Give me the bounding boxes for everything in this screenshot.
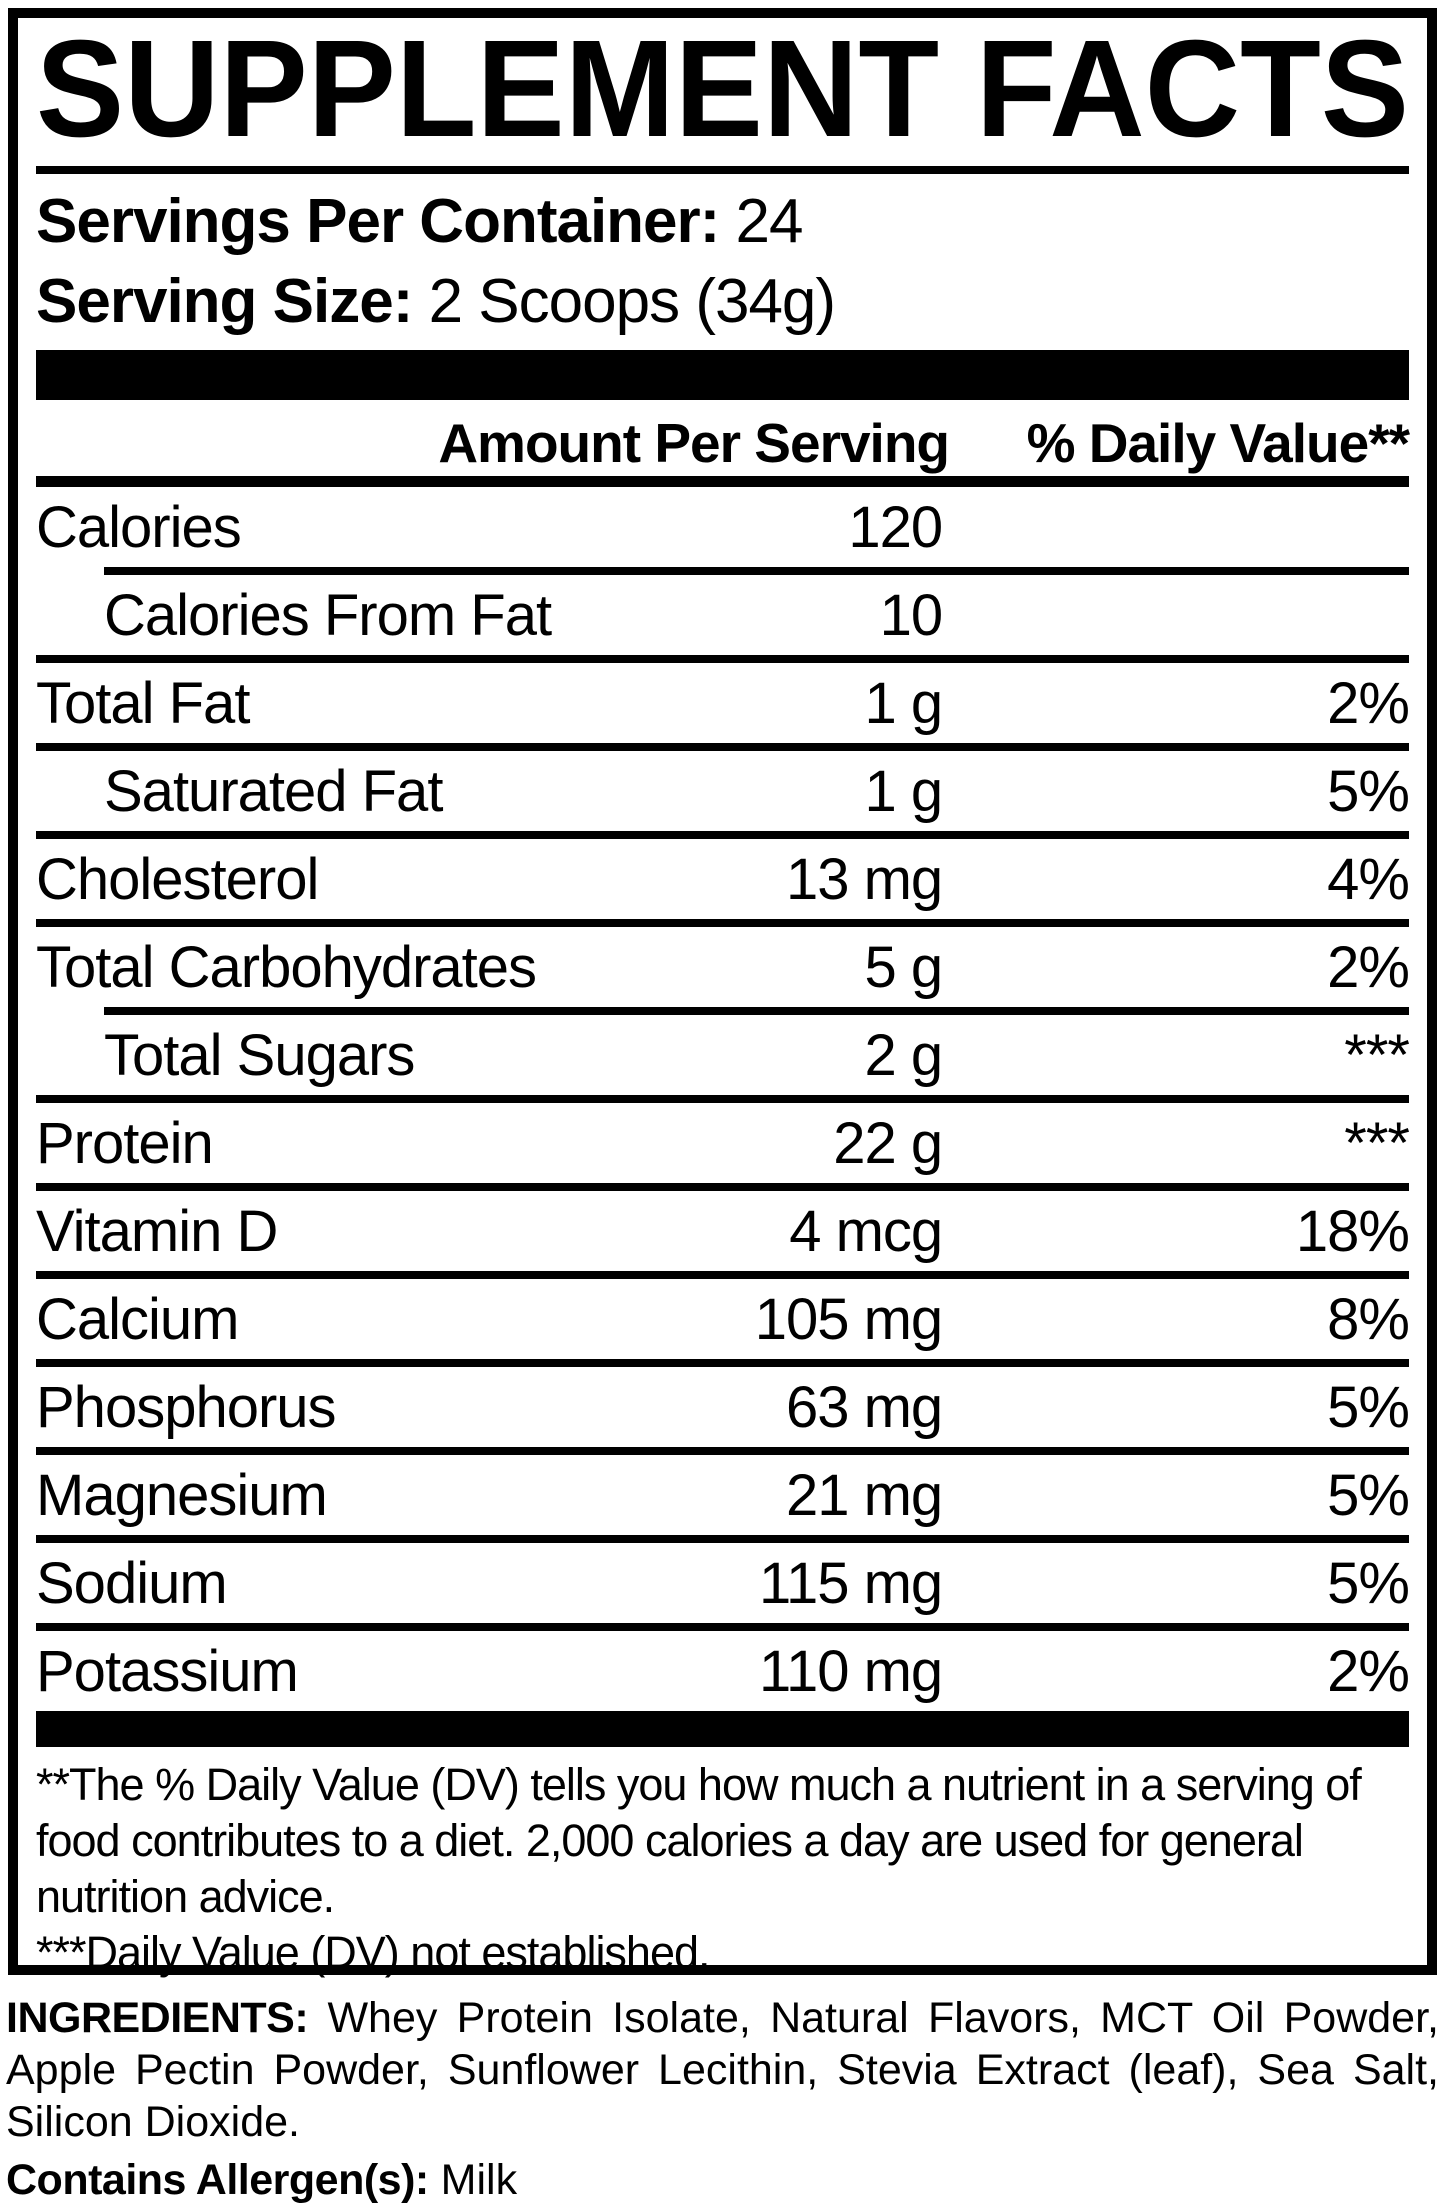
allergen-value: Milk bbox=[440, 2156, 518, 2204]
nutrient-name: Calcium bbox=[36, 1287, 239, 1352]
nutrient-name: Phosphorus bbox=[36, 1375, 336, 1440]
nutrient-name: Saturated Fat bbox=[104, 759, 443, 824]
nutrient-daily-value: 5% bbox=[1327, 1463, 1409, 1528]
row-divider bbox=[36, 1447, 1409, 1455]
row-divider bbox=[36, 655, 1409, 663]
separator-bar-bottom bbox=[36, 1711, 1409, 1747]
daily-value-header: % Daily Value** bbox=[1026, 412, 1409, 474]
title-rule bbox=[36, 166, 1409, 174]
nutrient-daily-value: 2% bbox=[1327, 671, 1409, 736]
nutrient-name: Total Fat bbox=[36, 671, 250, 736]
nutrient-amount: 2 g bbox=[864, 1023, 943, 1088]
nutrient-daily-value: 5% bbox=[1327, 1551, 1409, 1616]
supplement-facts-panel bbox=[8, 8, 1437, 1978]
nutrient-row bbox=[36, 927, 1409, 1007]
nutrient-amount: 63 mg bbox=[785, 1375, 943, 1440]
nutrient-amount: 1 g bbox=[864, 759, 943, 824]
serving-size-value: 2 Scoops (34g) bbox=[428, 267, 836, 336]
nutrient-name: Vitamin D bbox=[36, 1199, 278, 1264]
nutrient-row bbox=[36, 1015, 1409, 1095]
nutrient-row bbox=[36, 1279, 1409, 1359]
header-heavy-line bbox=[36, 476, 1409, 487]
nutrient-amount: 13 mg bbox=[785, 847, 943, 912]
nutrient-daily-value: *** bbox=[1344, 1111, 1409, 1176]
nutrient-row bbox=[36, 487, 1409, 567]
nutrient-name: Sodium bbox=[36, 1551, 227, 1616]
nutrient-amount: 21 mg bbox=[785, 1463, 943, 1528]
nutrient-row bbox=[36, 1367, 1409, 1447]
nutrient-daily-value: 4% bbox=[1327, 847, 1409, 912]
not-established-footnote: ***Daily Value (DV) not established. bbox=[36, 1927, 710, 1978]
ingredients-section bbox=[6, 1992, 1439, 2206]
nutrient-name: Calories From Fat bbox=[104, 583, 552, 648]
nutrient-amount: 120 bbox=[848, 495, 943, 560]
row-divider bbox=[36, 1271, 1409, 1279]
panel-title-text: SUPPLEMENT FACTS bbox=[36, 26, 1409, 154]
nutrient-name: Potassium bbox=[36, 1639, 298, 1704]
nutrient-daily-value: 5% bbox=[1327, 759, 1409, 824]
nutrient-amount: 5 g bbox=[864, 935, 943, 1000]
nutrient-name: Calories bbox=[36, 495, 241, 560]
ingredients-label: INGREDIENTS: bbox=[6, 1994, 309, 2042]
servings-per-container-value: 24 bbox=[735, 187, 803, 256]
nutrient-daily-value: 2% bbox=[1327, 1639, 1409, 1704]
panel-title bbox=[36, 26, 1409, 154]
nutrient-daily-value: 18% bbox=[1295, 1199, 1409, 1264]
nutrient-rows bbox=[36, 487, 1409, 1711]
allergen-line bbox=[6, 2154, 1439, 2206]
row-divider bbox=[36, 1535, 1409, 1543]
nutrient-name: Total Sugars bbox=[104, 1023, 415, 1088]
serving-size-line bbox=[36, 267, 1409, 336]
nutrient-amount: 115 mg bbox=[759, 1551, 943, 1616]
nutrient-name: Magnesium bbox=[36, 1463, 327, 1528]
separator-bar-top bbox=[36, 350, 1409, 400]
nutrient-row bbox=[36, 1631, 1409, 1711]
row-divider bbox=[36, 1183, 1409, 1191]
nutrient-name: Cholesterol bbox=[36, 847, 319, 912]
nutrient-amount: 4 mcg bbox=[789, 1199, 943, 1264]
nutrient-amount: 1 g bbox=[864, 671, 943, 736]
nutrient-amount: 10 bbox=[879, 583, 943, 648]
row-divider bbox=[36, 919, 1409, 927]
nutrient-name: Total Carbohydrates bbox=[36, 935, 537, 1000]
nutrient-row bbox=[36, 839, 1409, 919]
row-divider bbox=[36, 1623, 1409, 1631]
daily-value-footnote: **The % Daily Value (DV) tells you how much a nutrient in a serving of food contributes to a diet. 2,000 calories a day are used for general nutrition advice. bbox=[36, 1759, 1361, 1922]
column-header-row bbox=[36, 400, 1409, 476]
row-divider bbox=[36, 831, 1409, 839]
nutrient-daily-value: 2% bbox=[1327, 935, 1409, 1000]
nutrient-row bbox=[36, 1455, 1409, 1535]
footnotes bbox=[36, 1757, 1409, 1981]
ingredients-paragraph bbox=[6, 1992, 1439, 2148]
nutrient-row bbox=[36, 663, 1409, 743]
nutrient-daily-value: 5% bbox=[1327, 1375, 1409, 1440]
row-divider bbox=[36, 743, 1409, 751]
ingredients-list: Whey Protein Isolate, Natural Flavors, MCT Oil Powder, Apple Pectin Powder, Sunflower Lecithin, Stevia Extract (leaf), Sea Salt, Silicon Dioxide. bbox=[6, 1994, 1439, 2146]
serving-size-label: Serving Size: bbox=[36, 267, 413, 336]
nutrient-row bbox=[36, 1191, 1409, 1271]
row-divider bbox=[36, 1095, 1409, 1103]
nutrient-daily-value: *** bbox=[1344, 1023, 1409, 1088]
servings-per-container-label: Servings Per Container: bbox=[36, 187, 720, 256]
nutrient-name: Protein bbox=[36, 1111, 213, 1176]
nutrient-row bbox=[36, 751, 1409, 831]
nutrient-amount: 105 mg bbox=[754, 1287, 943, 1352]
nutrient-row bbox=[36, 1543, 1409, 1623]
row-divider bbox=[104, 1007, 1409, 1015]
nutrient-row bbox=[36, 1103, 1409, 1183]
servings-per-container-line bbox=[36, 187, 1409, 256]
nutrient-amount: 22 g bbox=[833, 1111, 943, 1176]
amount-per-serving-header: Amount Per Serving bbox=[438, 412, 950, 474]
row-divider bbox=[104, 567, 1409, 575]
row-divider bbox=[36, 1359, 1409, 1367]
nutrient-amount: 110 mg bbox=[759, 1639, 943, 1704]
allergen-label: Contains Allergen(s): bbox=[6, 2156, 429, 2204]
nutrient-daily-value: 8% bbox=[1327, 1287, 1409, 1352]
nutrient-row bbox=[36, 575, 1409, 655]
